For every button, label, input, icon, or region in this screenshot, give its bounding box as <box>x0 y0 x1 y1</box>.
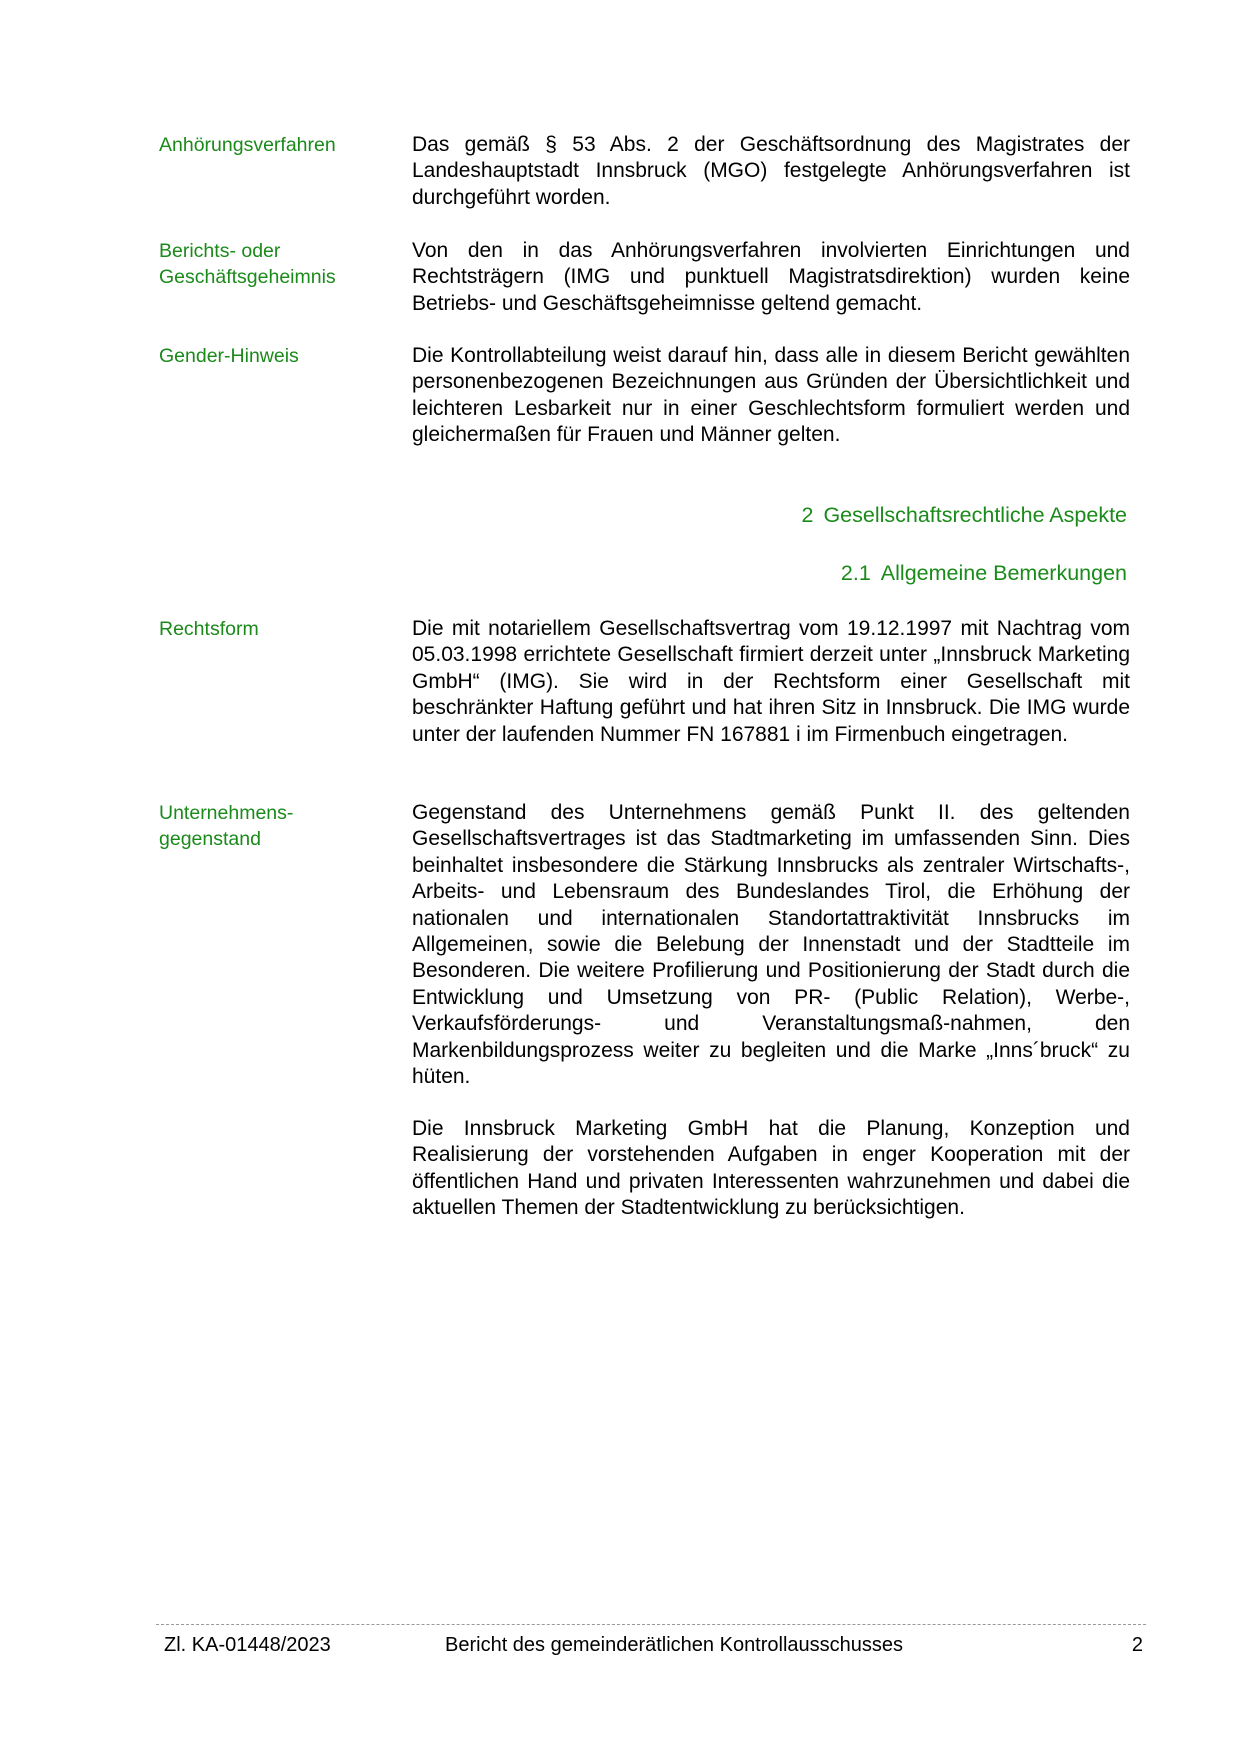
section-heading-2-number: 2 <box>801 503 814 527</box>
section-heading-2-1-title: Allgemeine Bemerkungen <box>880 561 1127 585</box>
margin-label-gegenstand <box>159 800 399 852</box>
margin-label-gender: Gender-Hinweis <box>159 345 299 367</box>
paragraph-gegenstand-1: Gegenstand des Unternehmens gemäß Punkt II. des geltenden Gesellschaftsvertrages ist das Stadtmarketing im umfassenden Sinn. Dies beinhaltet insbesondere die Stärkung Innsbrucks als zentraler Wirtschafts-, Arbeits- und Lebensraum des Bundeslandes Tirol, die Erhöhung der nationalen und internationalen Standortattraktivität Innsbrucks im Allgemeinen, sowie die Belebung der Innenstadt und der Stadtteile im Besonderen. Die weitere Profilierung und Positionierung der Stadt durch die Entwicklung und Umsetzung von PR- (Public Relation), Werbe-, Verkaufsförderungs- und Veranstaltungsmaß-nahmen, den Markenbildungsprozess weiter zu begleiten und die Marke „Inns´bruck“ zu hüten. <box>412 801 1130 1089</box>
margin-label-gegenstand-line2: gegenstand <box>159 828 261 850</box>
margin-label-geheimnis-line1: Berichts- oder <box>159 240 281 262</box>
footer-divider <box>156 1624 1146 1625</box>
margin-label-rechtsform: Rechtsform <box>159 618 259 640</box>
paragraph-rechtsform: Die mit notariellem Gesellschaftsvertrag vom 19.12.1997 mit Nachtrag vom 05.03.1998 errichtete Gesellschaft firmiert derzeit unter „Innsbruck Marketing GmbH“ (IMG). Sie wird in der Rechtsform einer Gesellschaft mit beschränkter Haftung geführt und hat ihren Sitz in Innsbruck. Die IMG wurde unter der laufenden Nummer FN 167881 i im Firmenbuch eingetragen. <box>412 617 1130 746</box>
section-heading-2-title: Gesellschaftsrechtliche Aspekte <box>823 503 1127 527</box>
margin-label-anhoerung: Anhörungsverfahren <box>159 134 336 156</box>
margin-label-gegenstand-line1: Unternehmens- <box>159 802 294 824</box>
page-number: 2 <box>1131 1634 1143 1656</box>
paragraph-anhoerung: Das gemäß § 53 Abs. 2 der Geschäftsordnung des Magistrates der Landeshauptstadt Innsbruck (MGO) festgelegte Anhörungsverfahren ist durchgeführt worden. <box>412 133 1130 209</box>
paragraph-gender: Die Kontrollabteilung weist darauf hin, dass alle in diesem Bericht gewählten personenbezogenen Bezeichnungen aus Gründen der Übersichtlichkeit und leichteren Lesbarkeit nur in einer Geschlechtsform formuliert werden und gleichermaßen für Frauen und Männer gelten. <box>412 344 1130 447</box>
paragraph-gegenstand-2: Die Innsbruck Marketing GmbH hat die Planung, Konzeption und Realisierung der vorstehenden Aufgaben in enger Kooperation mit der öffentlichen Hand und privaten Interessenten wahrzunehmen und dabei die aktuellen Themen der Stadtentwicklung zu berücksichtigen. <box>412 1117 1130 1220</box>
paragraph-geheimnis: Von den in das Anhörungsverfahren involvierten Einrichtungen und Rechtsträgern (IMG und punktuell Magistratsdirektion) wurden keine Betriebs- und Geschäftsgeheimnisse geltend gemacht. <box>412 239 1130 315</box>
section-heading-2-1-number: 2.1 <box>840 561 871 585</box>
footer-reference: Zl. KA-01448/2023 <box>164 1634 331 1656</box>
margin-label-geheimnis-line2: Geschäftsgeheimnis <box>159 266 336 288</box>
margin-label-geheimnis <box>159 238 399 290</box>
section-heading-2 <box>801 502 1127 528</box>
footer-title: Bericht des gemeinderätlichen Kontrollausschusses <box>445 1634 904 1656</box>
section-heading-2-1 <box>841 560 1127 586</box>
